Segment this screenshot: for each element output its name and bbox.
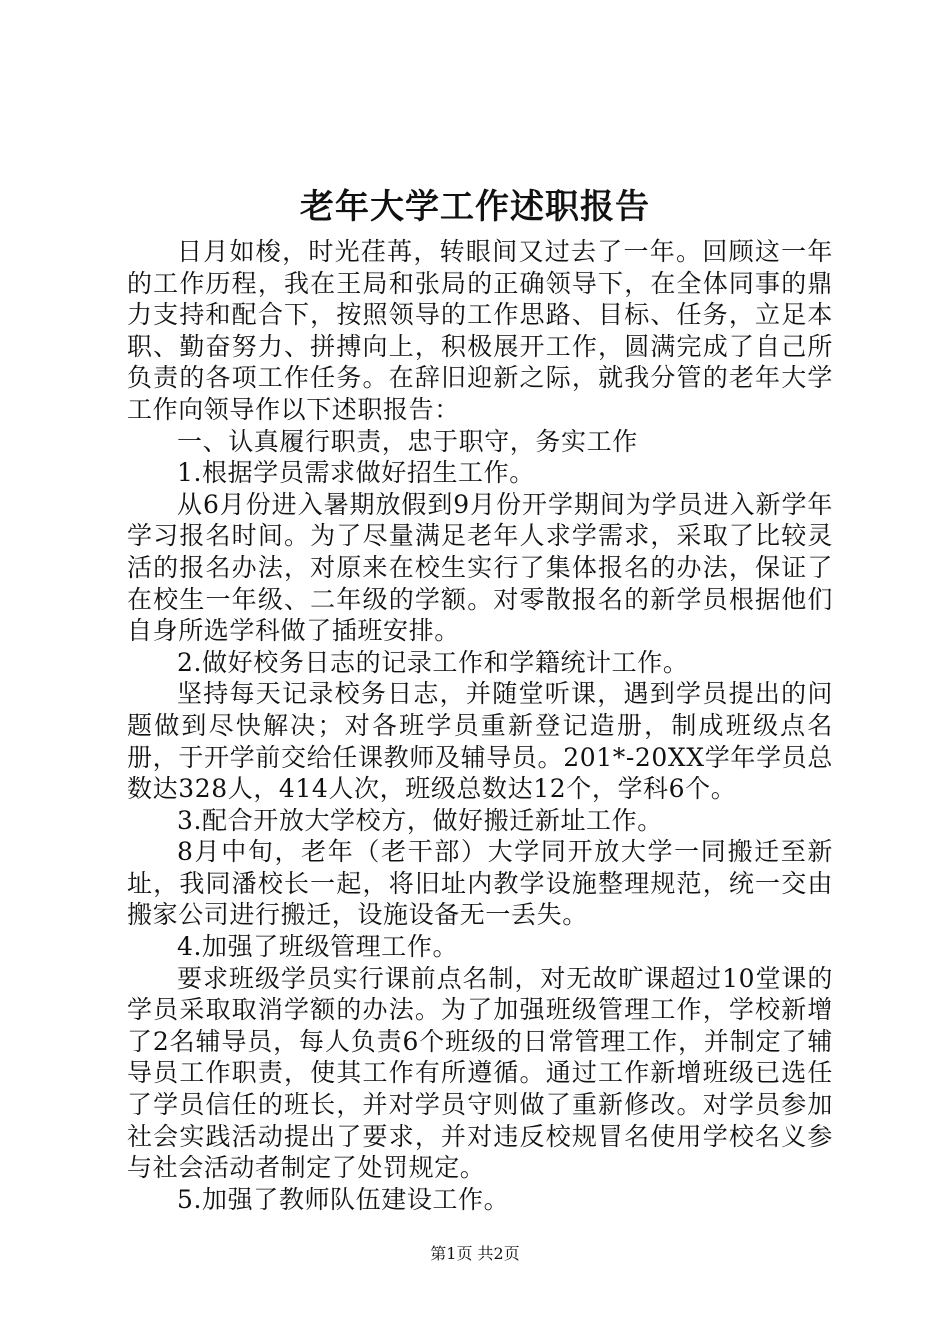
paragraph: 要求班级学员实行课前点名制，对无故旷课超过10堂课的学员采取取消学额的办法。为了加强班级管理工作，学校新增了2名辅导员，每人负责6个班级的日常管理工作，并制定了辅导员工作职责，使其工作有所遵循。通过工作新增班级已选任了学员信任的班长，并对学员守则做了重新修改。对学员参加社会实践活动提出了要求，并对违反校规冒名使用学校名义参与社会活动者制定了处罚规定。 [127, 963, 833, 1183]
paragraph: 坚持每天记录校务日志，并随堂听课，遇到学员提出的问题做到尽快解决；对各班学员重新登记造册，制成班级点名册，于开学前交给任课教师及辅导员。201*-20XX学年学员总数达328人，414人次，班级总数达12个，学科6个。 [127, 679, 833, 804]
document-title: 老年大学工作述职报告 [300, 187, 650, 227]
section-heading: 一、认真履行职责，忠于职守，务实工作 [177, 426, 638, 456]
paragraph: 8月中旬，老年（老干部）大学同开放大学一同搬迁至新址，我同潘校长一起，将旧址内教学设施整理规范，统一交由搬家公司进行搬迁，设施设备无一丢失。 [127, 837, 833, 930]
subsection-heading: 1.根据学员需求做好招生工作。 [177, 458, 535, 488]
paragraph: 从6月份进入暑期放假到9月份开学期间为学员进入新学年学习报名时间。为了尽量满足老年人求学需求，采取了比较灵活的报名办法，对原来在校生实行了集体报名的办法，保证了在校生一年级、二年级的学额。对零散报名的新学员根据他们自身所选学科做了插班安排。 [127, 489, 833, 646]
document-body [127, 236, 833, 1215]
subsection-heading: 3.配合开放大学校方，做好搬迁新址工作。 [177, 805, 663, 835]
subsection-heading: 2.做好校务日志的记录工作和学籍统计工作。 [177, 647, 689, 677]
subsection-heading: 5.加强了教师队伍建设工作。 [177, 1184, 510, 1214]
paragraph: 日月如梭，时光荏苒，转眼间又过去了一年。回顾这一年的工作历程，我在王局和张局的正确领导下，在全体同事的鼎力支持和配合下，按照领导的工作思路、目标、任务，立足本职、勤奋努力、拼搏向上，积极展开工作，圆满完成了自己所负责的各项工作任务。在辞旧迎新之际，就我分管的老年大学工作向领导作以下述职报告： [127, 237, 833, 424]
subsection-heading: 4.加强了班级管理工作。 [177, 932, 459, 962]
page-footer: 第1页 共2页 [430, 1244, 520, 1263]
